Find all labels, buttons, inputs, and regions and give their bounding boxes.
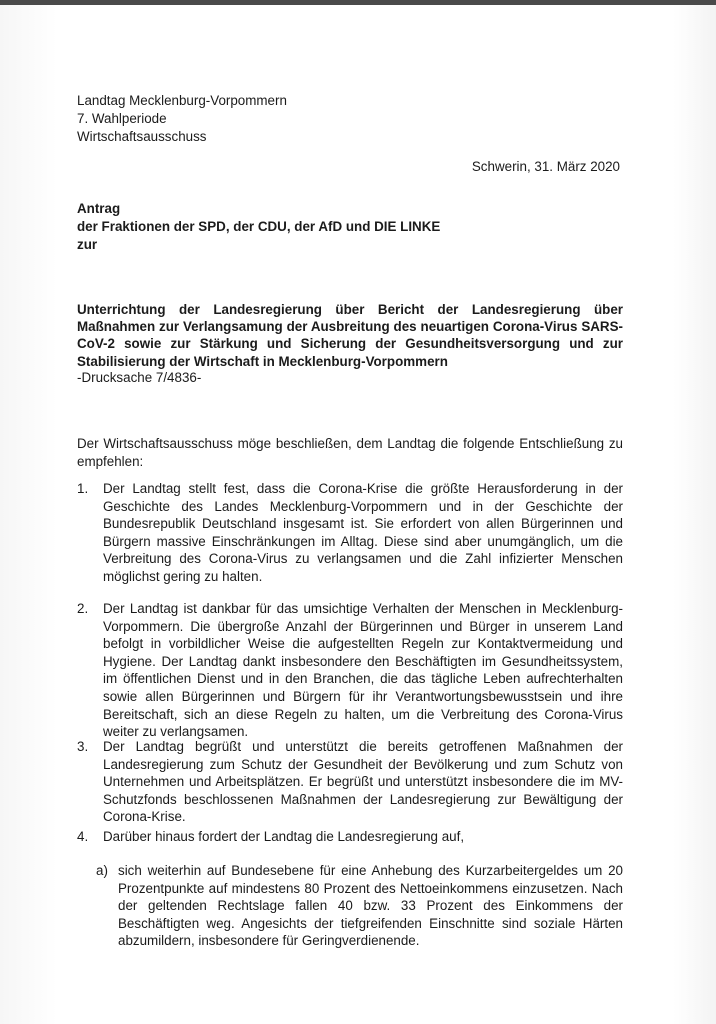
- motion-zur: zur: [77, 237, 98, 252]
- list-item-text: Darüber hinaus fordert der Landtag die Landesregierung auf,: [103, 829, 465, 844]
- motion-subject: Unterrichtung der Landesregierung über Bericht der Landesregierung über Maßnahmen zur Verlangsamung der Ausbreitung des neuartigen Corona-Virus SARS-CoV-2 sowie zur Stärkung und Sicherung der Gesundheitsversorgung und zur Stabilisierung der Wirtschaft in Mecklenburg-Vorpommern: [77, 302, 623, 369]
- document-reference: -Drucksache 7/4836-: [77, 370, 202, 385]
- sub-list-item-letter: a): [96, 863, 108, 878]
- sender-block: [77, 92, 287, 146]
- intro-paragraph: Der Wirtschaftsausschuss möge beschließen, dem Landtag die folgende Entschließung zu empfehlen:: [77, 436, 623, 469]
- list-item-number: 2.: [77, 601, 89, 616]
- document-date: Schwerin, 31. März 2020: [471, 159, 620, 174]
- list-item-number: 1.: [77, 481, 89, 496]
- sub-list-item-text: sich weiterhin auf Bundesebene für eine Anhebung des Kurzarbeitergeldes um 20 Prozentpunkte auf mindestens 80 Prozent des Nettoeinkommens einzusetzen. Nach der geltenden Rechtslage fallen 40 bzw. 33 Prozent des Einkommens der Beschäftigten weg. Angesichts der tiefgreifenden Einschnitte sind soziale Härten abzumildern, insbesondere für Geringverdienende.: [118, 863, 623, 949]
- legislative-period: 7. Wahlperiode: [77, 111, 167, 126]
- list-item-text: Der Landtag ist dankbar für das umsichtige Verhalten der Menschen in Mecklenburg-Vorpommern. Die übergroße Anzahl der Bürgerinnen und Bürger in unserem Land befolgt in vorbildlicher Weise die aufgestellten Regeln zur Kontaktvermeidung und Hygiene. Der Landtag dankt insbesondere den Beschäftigten im Gesundheitssystem, im öffentlichen Dienst und in den Branchen, die das tägliche Leben aufrechterhalten sowie allen Bürgerinnen und Bürgern für ihr Verantwortungsbewusstsein und ihre Bereitschaft, sich an diese Regeln zu halten, um die Verbreitung des Corona-Virus weiter zu verlangsamen.: [103, 601, 623, 740]
- list-item-number: 4.: [77, 829, 89, 844]
- parliament-name: Landtag Mecklenburg-Vorpommern: [77, 93, 287, 108]
- list-item-text: Der Landtag stellt fest, dass die Corona-Krise die größte Herausforderung in der Geschichte des Landes Mecklenburg-Vorpommern und in der Geschichte der Bundesrepublik Deutschland insgesamt ist. Sie erfordert von allen Bürgerinnen und Bürgern massive Einschränkungen im Alltag. Diese sind aber unumgänglich, um die Verbreitung des Corona-Virus zu verlangsamen und die Zahl infizierter Menschen möglichst gering zu halten.: [103, 481, 623, 584]
- list-item-text: Der Landtag begrüßt und unterstützt die bereits getroffenen Maßnahmen der Landesregierung zum Schutz der Gesundheit der Bevölkerung und zum Schutz von Unternehmen und Arbeitsplätzen. Er begrüßt und unterstützt insbesondere die im MV-Schutzfonds beschlossenen Maßnahmen der Landesregierung zur Bewältigung der Corona-Krise.: [103, 739, 623, 825]
- committee-name: Wirtschaftsausschuss: [77, 129, 207, 144]
- document-page: [0, 5, 716, 1024]
- list-item-number: 3.: [77, 739, 89, 754]
- motion-title: Antrag: [77, 201, 121, 216]
- motion-heading: [77, 200, 440, 254]
- motion-factions: der Fraktionen der SPD, der CDU, der AfD und DIE LINKE: [77, 219, 441, 234]
